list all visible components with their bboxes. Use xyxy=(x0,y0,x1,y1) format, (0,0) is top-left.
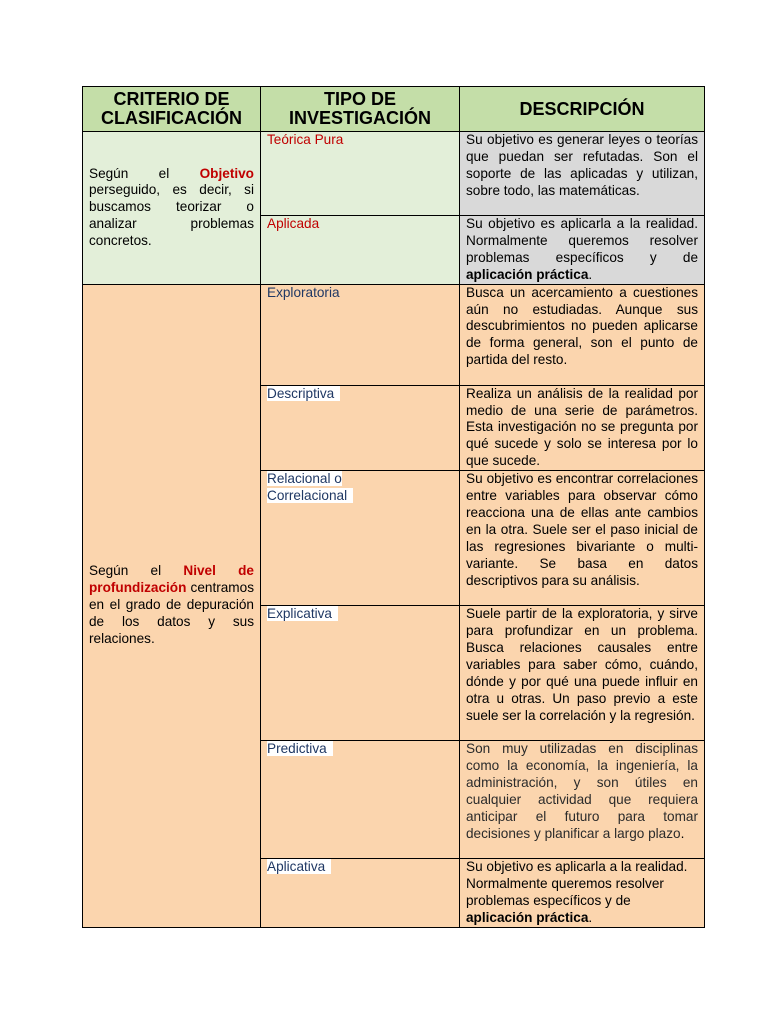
header-row xyxy=(83,87,705,132)
description-cell: Busca un acercamiento a cuestiones aún no estudiadas. Aunque sus descubrimientos no pueden aplicarse de forma general, son el punto de partida del resto. xyxy=(460,284,705,385)
type-label: Explicativa xyxy=(267,606,338,621)
table-row xyxy=(83,132,705,216)
type-cell xyxy=(261,284,460,385)
type-label: Exploratoria xyxy=(267,284,340,300)
criterion-nivel: Según el Nivel de profundización centramos en el grado de depuración de los datos y sus relaciones. xyxy=(83,284,261,927)
type-label: Predictiva xyxy=(267,741,333,756)
header-tipo: TIPO DE INVESTIGACIÓN xyxy=(261,87,460,132)
type-cell xyxy=(261,385,460,471)
type-cell xyxy=(261,132,460,216)
type-cell xyxy=(261,606,460,741)
type-label: Teórica Pura xyxy=(267,132,344,147)
type-cell xyxy=(261,471,460,606)
description-cell: Suele partir de la exploratoria, y sirve para profundizar en un problema. Busca relaciones causales entre variables para saber cómo, cuándo, dónde y por qué una puede influir en otra u otras. Un paso previo a este suele ser la correlación y la regresión. xyxy=(460,606,705,741)
criterion-key: Nivel de profundización xyxy=(89,563,254,596)
criterion-objetivo: Según el Objetivo perseguido, es decir, si buscamos teorizar o analizar problemas concretos. xyxy=(83,132,261,285)
description-cell: Su objetivo es aplicarla a la realidad. Normalmente queremos resolver problemas específicos y de aplicación práctica. xyxy=(460,216,705,285)
type-label: Aplicativa xyxy=(267,859,331,874)
description-cell: Su objetivo es aplicarla a la realidad. Normalmente queremos resolver problemas específicos y de aplicación práctica. xyxy=(460,859,705,928)
description-cell: Son muy utilizadas en disciplinas como la economía, la ingeniería, la administración, y son útiles en cualquier actividad que requiera anticipar el futuro para tomar decisiones y planificar a largo plazo. xyxy=(460,741,705,859)
description-cell: Su objetivo es generar leyes o teorías que puedan ser refutadas. Son el soporte de las aplicadas y utilizan, sobre todo, las matemáticas. xyxy=(460,132,705,216)
type-label: Relacional o Correlacional xyxy=(267,471,353,503)
type-label: Descriptiva xyxy=(267,386,340,401)
type-cell xyxy=(261,216,460,285)
description-cell: Su objetivo es encontrar correlaciones entre variables para observar cómo reacciona una de ellas ante cambios en la otra. Suele ser el paso inicial de las regresiones bivariante o multi-variante. Se basa en datos descriptivos para su análisis. xyxy=(460,471,705,606)
criterion-key: Objetivo xyxy=(199,165,254,181)
classification-table xyxy=(82,86,705,928)
description-cell: Realiza un análisis de la realidad por medio de una serie de parámetros. Esta investigación no se pregunta por qué sucede y solo se interesa por lo que sucede. xyxy=(460,385,705,471)
type-cell xyxy=(261,859,460,928)
header-criterio: CRITERIO DE CLASIFICACIÓN xyxy=(83,87,261,132)
table-row xyxy=(83,284,705,385)
header-descripcion: DESCRIPCIÓN xyxy=(460,87,705,132)
type-label: Aplicada xyxy=(267,216,320,231)
type-cell xyxy=(261,741,460,859)
